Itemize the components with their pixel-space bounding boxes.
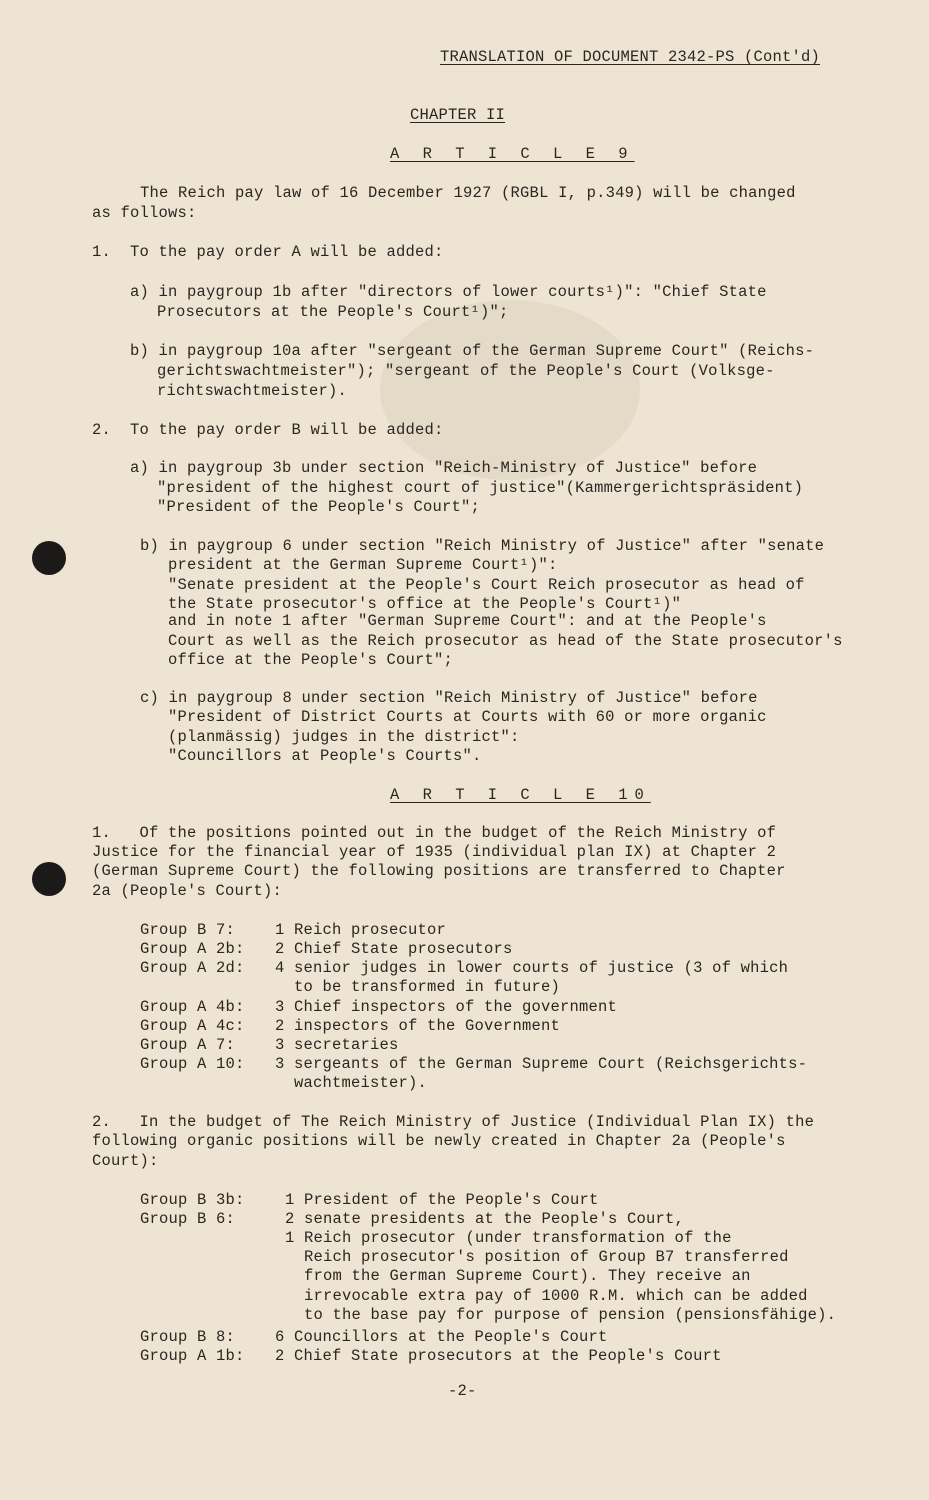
group-description: Reich prosecutor's position of Group B7 transferred [285,1248,789,1266]
group-label: Group B 7: [140,921,236,939]
group-description: 2 Chief State prosecutors [275,940,513,958]
group-label: Group A 4c: [140,1017,245,1035]
article9-intro-line2: as follows: [92,204,197,222]
item1-number: 1. [92,243,112,261]
punch-hole-top [32,541,66,575]
item2b-line3: "Senate president at the People's Court Reich prosecutor as head of [168,576,805,594]
item2b-line5: and in note 1 after "German Supreme Court": and at the People's [168,612,767,630]
group-label: Group A 2d: [140,959,245,977]
group-description: irrevocable extra pay of 1000 R.M. which can be added [285,1287,808,1305]
group-description: from the German Supreme Court). They receive an [285,1267,751,1285]
group-description: 3 secretaries [275,1036,399,1054]
article10-para2-line2: following organic positions will be newly created in Chapter 2a (People's [92,1132,786,1150]
item2c-line2: "President of District Courts at Courts with 60 or more organic [168,708,767,726]
group-label: Group A 10: [140,1055,245,1073]
group-description: 2 senate presidents at the People's Court, [285,1210,685,1228]
item1-text: To the pay order A will be added: [130,243,444,261]
item2-text: To the pay order B will be added: [130,421,444,439]
item2b-line1: b) in paygroup 6 under section "Reich Ministry of Justice" after "senate [140,537,825,555]
article10-para1-line3: (German Supreme Court) the following positions are transferred to Chapter [92,862,786,880]
article10-para1-line2: Justice for the financial year of 1935 (individual plan IX) at Chapter 2 [92,843,777,861]
item1a-line1: a) in paygroup 1b after "directors of lower courts¹)": "Chief State [130,283,767,301]
group-description: wachtmeister). [275,1074,428,1092]
group-description: 3 sergeants of the German Supreme Court (Reichsgerichts- [275,1055,808,1073]
article10-para1-line1: 1. Of the positions pointed out in the budget of the Reich Ministry of [92,824,777,842]
group-description: 2 Chief State prosecutors at the People's Court [275,1347,722,1365]
item2c-line1: c) in paygroup 8 under section "Reich Ministry of Justice" before [140,689,758,707]
group-label: Group A 4b: [140,998,245,1016]
group-description: 1 President of the People's Court [285,1191,599,1209]
page-number: -2- [448,1382,477,1400]
item2c-line4: "Councillors at People's Courts". [168,747,482,765]
document-title: TRANSLATION OF DOCUMENT 2342-PS (Cont'd) [440,48,821,66]
item2a-line3: "President of the People's Court"; [157,498,481,516]
group-label: Group A 2b: [140,940,245,958]
group-description: to the base pay for purpose of pension (pensionsfähige). [285,1306,837,1324]
item2b-line6: Court as well as the Reich prosecutor as head of the State prosecutor's [168,632,843,650]
article10-para1-line4: 2a (People's Court): [92,882,283,900]
item2c-line3: (planmässig) judges in the district": [168,728,520,746]
item2b-line4: the State prosecutor's office at the People's Court¹)" [168,595,682,613]
item1b-line2: gerichtswachtmeister"); "sergeant of the People's Court (Volksge- [157,362,775,380]
group-label: Group B 6: [140,1210,236,1228]
group-description: 6 Councillors at the People's Court [275,1328,608,1346]
group-description: 2 inspectors of the Government [275,1017,561,1035]
group-description: 3 Chief inspectors of the government [275,998,618,1016]
group-label: Group B 3b: [140,1191,245,1209]
article10-para2-line3: Court): [92,1152,159,1170]
chapter-heading: CHAPTER II [410,106,506,124]
article10-para2-line1: 2. In the budget of The Reich Ministry of Justice (Individual Plan IX) the [92,1113,815,1131]
group-description: 1 Reich prosecutor [275,921,447,939]
item2a-line1: a) in paygroup 3b under section "Reich-Ministry of Justice" before [130,459,758,477]
item2b-line7: office at the People's Court"; [168,651,454,669]
group-description: to be transformed in future) [275,978,561,996]
punch-hole-bottom [32,862,66,896]
item2a-line2: "president of the highest court of justice"(Kammergerichtspräsident) [157,479,804,497]
group-description: 1 Reich prosecutor (under transformation of the [285,1229,732,1247]
group-description: 4 senior judges in lower courts of justice (3 of which [275,959,789,977]
article9-intro-line1: The Reich pay law of 16 December 1927 (RGBL I, p.349) will be changed [140,184,796,202]
article10-heading: A R T I C L E 10 [390,786,651,804]
article9-heading: A R T I C L E 9 [390,145,635,163]
item1a-line2: Prosecutors at the People's Court¹)"; [157,303,509,321]
group-label: Group A 1b: [140,1347,245,1365]
item1b-line1: b) in paygroup 10a after "sergeant of the German Supreme Court" (Reichs- [130,342,815,360]
group-label: Group A 7: [140,1036,236,1054]
group-label: Group B 8: [140,1328,236,1346]
item1b-line3: richtswachtmeister). [157,382,348,400]
item2-number: 2. [92,421,112,439]
item2b-line2: president at the German Supreme Court¹)": [168,556,558,574]
